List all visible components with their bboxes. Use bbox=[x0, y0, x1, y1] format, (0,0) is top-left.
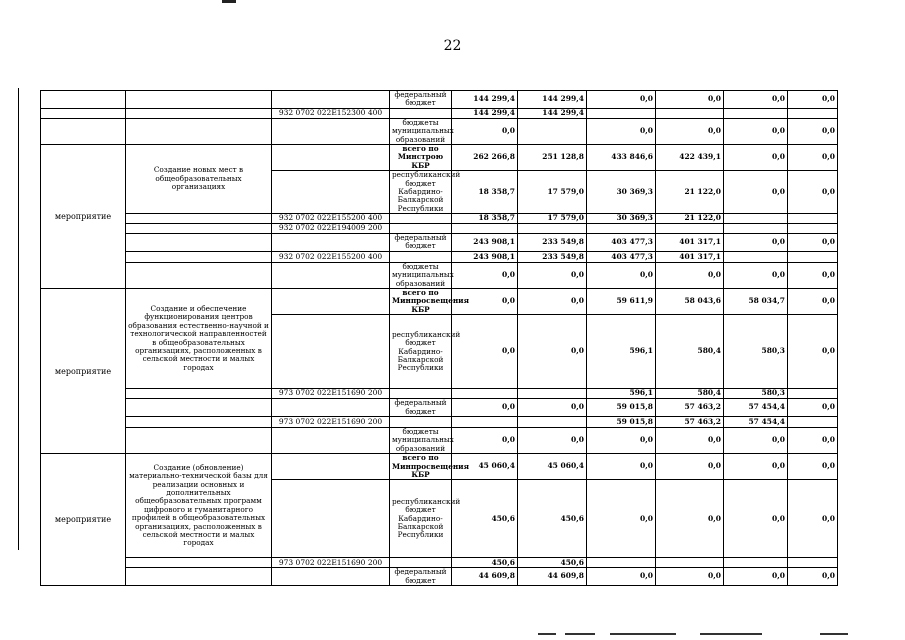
funding-source-cell: республиканский бюджет Кабардино-Балкарской Республики bbox=[390, 480, 452, 558]
value-cell: 262 266,8 bbox=[452, 144, 518, 170]
value-cell: 17 579,0 bbox=[518, 214, 587, 224]
value-cell: 59 015,8 bbox=[587, 399, 656, 417]
value-cell bbox=[788, 558, 838, 568]
budget-code-cell bbox=[272, 315, 390, 389]
value-cell: 0,0 bbox=[656, 568, 724, 586]
budget-code-cell bbox=[272, 427, 390, 453]
budget-code-cell bbox=[272, 568, 390, 586]
value-cell: 0,0 bbox=[788, 234, 838, 252]
value-cell: 0,0 bbox=[656, 454, 724, 480]
event-name-cell bbox=[126, 568, 272, 586]
page-number: 22 bbox=[443, 38, 462, 54]
budget-code-cell bbox=[272, 91, 390, 109]
event-name-cell: Создание (обновление) материально-технической базы для реализации основных и дополнительных общеобразовательных программ цифрового и гуманитарного профилей в общеобразовательных организациях, расположенных в сельской местности и малых городах bbox=[126, 454, 272, 558]
budget-code-cell: 932 0702 022E155200 400 bbox=[272, 251, 390, 262]
funding-source-cell: всего по Минстрою КБР bbox=[390, 144, 452, 170]
value-cell bbox=[518, 389, 587, 399]
budget-code-cell bbox=[272, 454, 390, 480]
value-cell bbox=[724, 251, 788, 262]
event-name-cell: Создание новых мест в общеобразовательных организациях bbox=[126, 144, 272, 213]
value-cell: 233 549,8 bbox=[518, 251, 587, 262]
value-cell: 0,0 bbox=[518, 427, 587, 453]
funding-source-cell bbox=[390, 214, 452, 224]
value-cell: 18 358,7 bbox=[452, 171, 518, 214]
table-row bbox=[41, 144, 838, 170]
funding-source-cell: бюджеты муниципальных образований bbox=[390, 262, 452, 288]
value-cell: 144 299,4 bbox=[452, 91, 518, 109]
value-cell bbox=[656, 558, 724, 568]
value-cell: 0,0 bbox=[788, 262, 838, 288]
event-name-cell bbox=[126, 262, 272, 288]
scan-mark bbox=[820, 633, 848, 635]
value-cell: 596,1 bbox=[587, 389, 656, 399]
table-row bbox=[41, 91, 838, 109]
budget-code-cell bbox=[272, 234, 390, 252]
value-cell: 0,0 bbox=[587, 262, 656, 288]
table-row bbox=[41, 389, 838, 399]
event-name-cell bbox=[126, 234, 272, 252]
value-cell: 0,0 bbox=[518, 399, 587, 417]
table-row bbox=[41, 224, 838, 234]
table-row bbox=[41, 558, 838, 568]
value-cell: 450,6 bbox=[452, 558, 518, 568]
value-cell: 0,0 bbox=[724, 171, 788, 214]
value-cell: 233 549,8 bbox=[518, 234, 587, 252]
value-cell: 57 454,4 bbox=[724, 399, 788, 417]
value-cell bbox=[788, 224, 838, 234]
value-cell bbox=[788, 389, 838, 399]
scan-mark bbox=[610, 633, 676, 635]
left-margin-line bbox=[18, 88, 19, 550]
value-cell: 45 060,4 bbox=[518, 454, 587, 480]
value-cell bbox=[788, 108, 838, 118]
funding-source-cell bbox=[390, 389, 452, 399]
table-row bbox=[41, 399, 838, 417]
value-cell: 30 369,3 bbox=[587, 171, 656, 214]
value-cell: 450,6 bbox=[518, 480, 587, 558]
value-cell bbox=[452, 416, 518, 427]
budget-code-cell: 973 0702 022E151690 200 bbox=[272, 416, 390, 427]
budget-code-cell: 932 0702 022E194009 200 bbox=[272, 224, 390, 234]
value-cell bbox=[656, 108, 724, 118]
value-cell: 44 609,8 bbox=[452, 568, 518, 586]
value-cell: 0,0 bbox=[452, 262, 518, 288]
value-cell: 0,0 bbox=[587, 91, 656, 109]
value-cell: 251 128,8 bbox=[518, 144, 587, 170]
value-cell: 243 908,1 bbox=[452, 251, 518, 262]
budget-code-cell bbox=[272, 480, 390, 558]
value-cell: 0,0 bbox=[452, 399, 518, 417]
value-cell: 580,4 bbox=[656, 315, 724, 389]
event-name-cell bbox=[126, 214, 272, 224]
value-cell: 0,0 bbox=[587, 454, 656, 480]
scan-mark bbox=[538, 633, 556, 635]
value-cell: 0,0 bbox=[518, 289, 587, 315]
value-cell: 21 122,0 bbox=[656, 171, 724, 214]
value-cell: 0,0 bbox=[518, 315, 587, 389]
value-cell bbox=[788, 214, 838, 224]
event-name-cell bbox=[126, 399, 272, 417]
funding-source-cell: всего по Минпросвещения КБР bbox=[390, 289, 452, 315]
value-cell: 0,0 bbox=[788, 315, 838, 389]
value-cell: 0,0 bbox=[452, 315, 518, 389]
value-cell: 0,0 bbox=[724, 454, 788, 480]
value-cell: 30 369,3 bbox=[587, 214, 656, 224]
value-cell bbox=[724, 108, 788, 118]
table-row bbox=[41, 234, 838, 252]
table-row bbox=[41, 454, 838, 480]
value-cell: 0,0 bbox=[452, 427, 518, 453]
value-cell: 144 299,4 bbox=[518, 91, 587, 109]
funding-source-cell: всего по Минпросвещения КБР bbox=[390, 454, 452, 480]
value-cell: 0,0 bbox=[788, 171, 838, 214]
value-cell: 144 299,4 bbox=[518, 108, 587, 118]
value-cell bbox=[587, 558, 656, 568]
value-cell bbox=[518, 118, 587, 144]
value-cell: 580,4 bbox=[656, 389, 724, 399]
budget-code-cell bbox=[272, 144, 390, 170]
value-cell bbox=[518, 416, 587, 427]
event-name-cell bbox=[126, 416, 272, 427]
value-cell: 596,1 bbox=[587, 315, 656, 389]
table-row bbox=[41, 416, 838, 427]
value-cell bbox=[724, 224, 788, 234]
value-cell: 0,0 bbox=[788, 454, 838, 480]
value-cell: 0,0 bbox=[587, 427, 656, 453]
value-cell: 0,0 bbox=[724, 91, 788, 109]
funding-source-cell: бюджеты муниципальных образований bbox=[390, 427, 452, 453]
value-cell: 0,0 bbox=[788, 568, 838, 586]
table-row bbox=[41, 251, 838, 262]
value-cell: 401 317,1 bbox=[656, 251, 724, 262]
event-type-cell bbox=[41, 118, 126, 144]
value-cell: 0,0 bbox=[452, 118, 518, 144]
value-cell: 18 358,7 bbox=[452, 214, 518, 224]
value-cell: 17 579,0 bbox=[518, 171, 587, 214]
value-cell bbox=[656, 224, 724, 234]
scan-mark bbox=[565, 633, 595, 635]
value-cell bbox=[452, 224, 518, 234]
value-cell: 0,0 bbox=[656, 118, 724, 144]
value-cell: 0,0 bbox=[587, 118, 656, 144]
budget-code-cell: 932 0702 022E155200 400 bbox=[272, 214, 390, 224]
event-name-cell bbox=[126, 108, 272, 118]
value-cell: 403 477,3 bbox=[587, 251, 656, 262]
funding-source-cell: республиканский бюджет Кабардино-Балкарской Республики bbox=[390, 171, 452, 214]
scan-mark bbox=[700, 633, 762, 635]
value-cell: 57 454,4 bbox=[724, 416, 788, 427]
funding-source-cell bbox=[390, 224, 452, 234]
value-cell: 0,0 bbox=[724, 480, 788, 558]
budget-table bbox=[40, 90, 838, 586]
value-cell: 0,0 bbox=[587, 568, 656, 586]
value-cell: 59 015,8 bbox=[587, 416, 656, 427]
budget-code-cell bbox=[272, 399, 390, 417]
funding-source-cell bbox=[390, 251, 452, 262]
funding-source-cell bbox=[390, 108, 452, 118]
value-cell: 580,3 bbox=[724, 315, 788, 389]
value-cell bbox=[587, 224, 656, 234]
value-cell bbox=[724, 214, 788, 224]
value-cell bbox=[788, 251, 838, 262]
table-row bbox=[41, 214, 838, 224]
value-cell: 0,0 bbox=[656, 262, 724, 288]
value-cell: 0,0 bbox=[656, 91, 724, 109]
budget-code-cell bbox=[272, 118, 390, 144]
value-cell: 0,0 bbox=[724, 262, 788, 288]
table-row bbox=[41, 108, 838, 118]
value-cell: 0,0 bbox=[452, 289, 518, 315]
value-cell: 0,0 bbox=[788, 91, 838, 109]
value-cell: 0,0 bbox=[724, 144, 788, 170]
value-cell bbox=[452, 389, 518, 399]
value-cell: 0,0 bbox=[724, 118, 788, 144]
value-cell: 0,0 bbox=[788, 427, 838, 453]
value-cell: 0,0 bbox=[788, 480, 838, 558]
funding-source-cell: республиканский бюджет Кабардино-Балкарской Республики bbox=[390, 315, 452, 389]
event-name-cell bbox=[126, 118, 272, 144]
value-cell bbox=[724, 558, 788, 568]
value-cell: 0,0 bbox=[724, 234, 788, 252]
budget-code-cell bbox=[272, 262, 390, 288]
event-type-cell: мероприятие bbox=[41, 454, 126, 586]
value-cell bbox=[518, 224, 587, 234]
value-cell bbox=[587, 108, 656, 118]
funding-source-cell bbox=[390, 416, 452, 427]
value-cell: 0,0 bbox=[788, 399, 838, 417]
value-cell: 144 299,4 bbox=[452, 108, 518, 118]
value-cell: 0,0 bbox=[656, 427, 724, 453]
value-cell: 0,0 bbox=[788, 118, 838, 144]
value-cell: 0,0 bbox=[788, 144, 838, 170]
value-cell: 57 463,2 bbox=[656, 399, 724, 417]
funding-source-cell: федеральный бюджет bbox=[390, 399, 452, 417]
value-cell: 0,0 bbox=[724, 427, 788, 453]
value-cell: 243 908,1 bbox=[452, 234, 518, 252]
value-cell: 401 317,1 bbox=[656, 234, 724, 252]
value-cell: 580,3 bbox=[724, 389, 788, 399]
value-cell: 0,0 bbox=[587, 480, 656, 558]
budget-code-cell bbox=[272, 171, 390, 214]
table-row bbox=[41, 568, 838, 586]
event-name-cell bbox=[126, 91, 272, 109]
table-row bbox=[41, 262, 838, 288]
value-cell bbox=[788, 416, 838, 427]
event-name-cell bbox=[126, 251, 272, 262]
budget-code-cell bbox=[272, 289, 390, 315]
event-type-cell bbox=[41, 91, 126, 109]
event-name-cell bbox=[126, 389, 272, 399]
event-name-cell: Создание и обеспечение функционирования центров образования естественно-научной и технологической направленностей в общеобразовательных организациях, расположенных в сельской местности и малых городах bbox=[126, 289, 272, 389]
value-cell: 403 477,3 bbox=[587, 234, 656, 252]
budget-code-cell: 973 0702 022E151690 200 bbox=[272, 558, 390, 568]
event-name-cell bbox=[126, 427, 272, 453]
budget-code-cell: 932 0702 022E152300 400 bbox=[272, 108, 390, 118]
value-cell: 21 122,0 bbox=[656, 214, 724, 224]
value-cell: 433 846,6 bbox=[587, 144, 656, 170]
value-cell: 57 463,2 bbox=[656, 416, 724, 427]
value-cell: 45 060,4 bbox=[452, 454, 518, 480]
funding-source-cell: бюджеты муниципальных образований bbox=[390, 118, 452, 144]
value-cell: 422 439,1 bbox=[656, 144, 724, 170]
value-cell: 450,6 bbox=[518, 558, 587, 568]
value-cell: 0,0 bbox=[724, 568, 788, 586]
table-row bbox=[41, 118, 838, 144]
value-cell: 0,0 bbox=[518, 262, 587, 288]
event-name-cell bbox=[126, 224, 272, 234]
scan-mark bbox=[222, 0, 236, 3]
funding-source-cell: федеральный бюджет bbox=[390, 91, 452, 109]
event-type-cell: мероприятие bbox=[41, 144, 126, 288]
event-type-cell bbox=[41, 108, 126, 118]
value-cell: 44 609,8 bbox=[518, 568, 587, 586]
value-cell: 58 034,7 bbox=[724, 289, 788, 315]
table-row bbox=[41, 427, 838, 453]
funding-source-cell: федеральный бюджет bbox=[390, 568, 452, 586]
value-cell: 0,0 bbox=[656, 480, 724, 558]
budget-code-cell: 973 0702 022E151690 200 bbox=[272, 389, 390, 399]
value-cell: 450,6 bbox=[452, 480, 518, 558]
value-cell: 58 043,6 bbox=[656, 289, 724, 315]
funding-source-cell bbox=[390, 558, 452, 568]
event-name-cell bbox=[126, 558, 272, 568]
table-row bbox=[41, 289, 838, 315]
value-cell: 59 611,9 bbox=[587, 289, 656, 315]
value-cell: 0,0 bbox=[788, 289, 838, 315]
funding-source-cell: федеральный бюджет bbox=[390, 234, 452, 252]
event-type-cell: мероприятие bbox=[41, 289, 126, 454]
